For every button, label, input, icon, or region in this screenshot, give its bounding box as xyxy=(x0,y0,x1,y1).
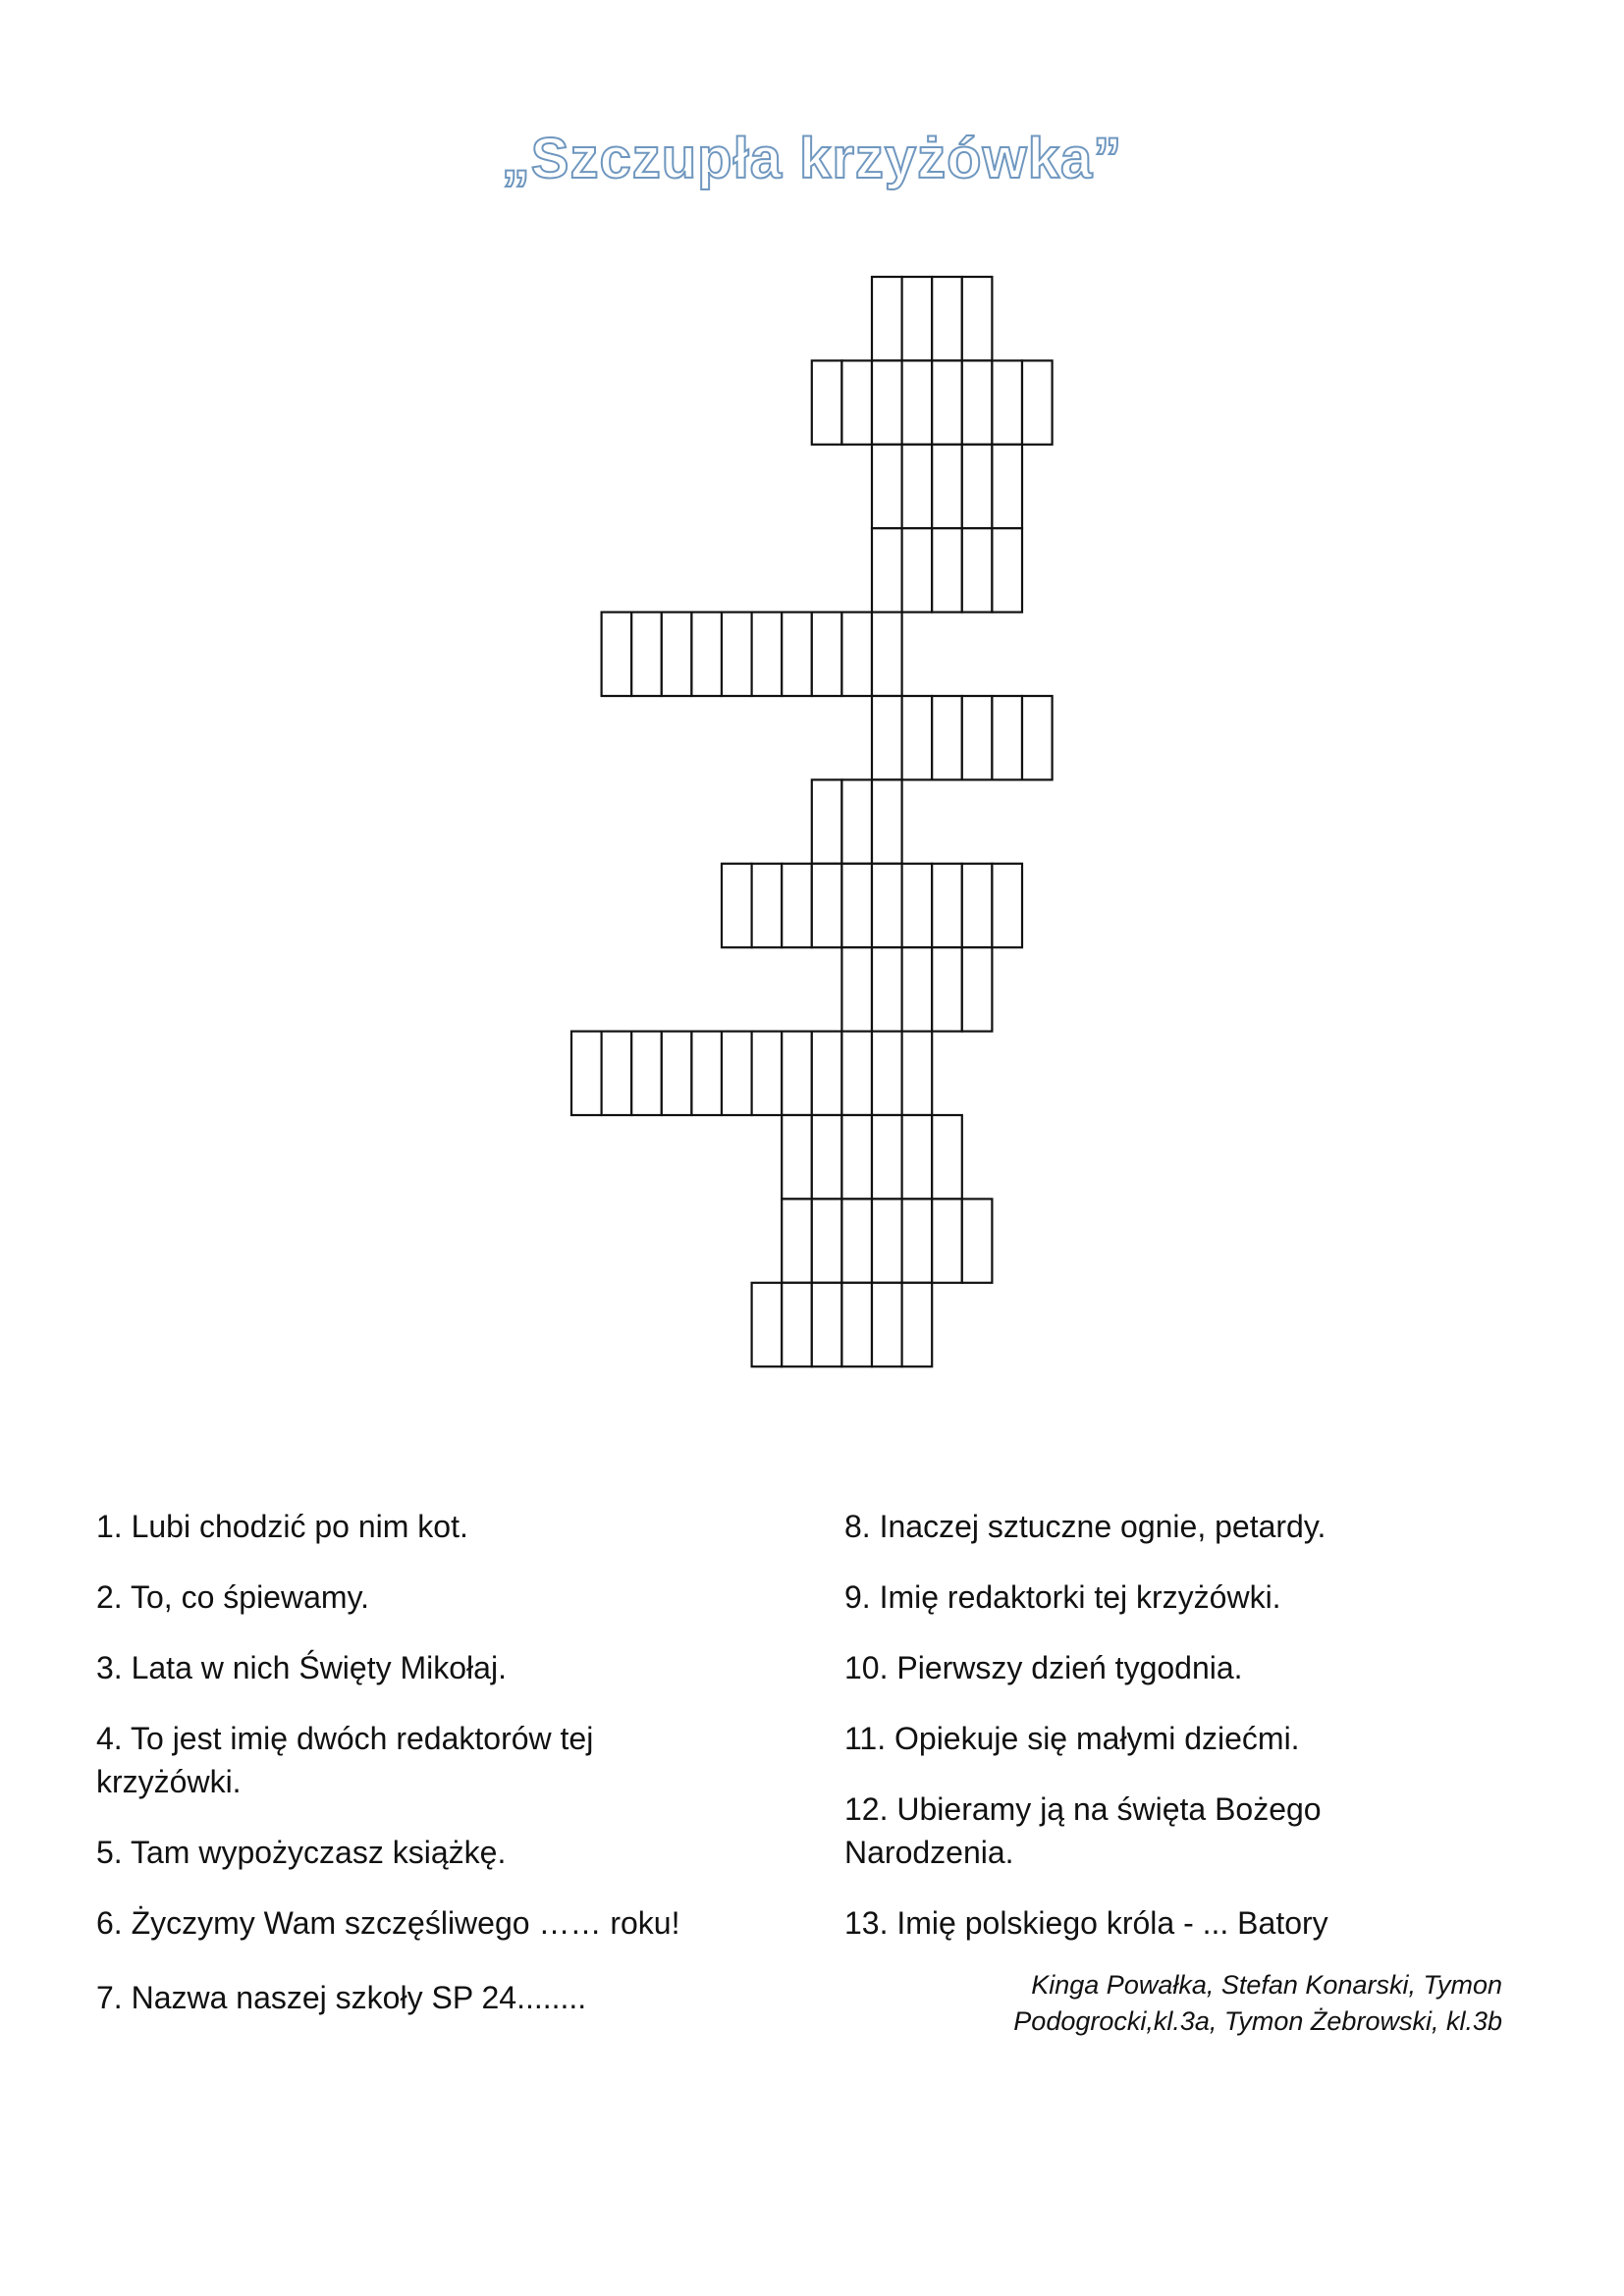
crossword-cell[interactable] xyxy=(812,1115,842,1199)
crossword-cell[interactable] xyxy=(872,864,902,947)
crossword-cell[interactable] xyxy=(722,613,752,696)
clue-10: 10. Pierwszy dzień tygodnia. xyxy=(844,1650,1243,1685)
crossword-cell[interactable] xyxy=(782,1199,812,1282)
crossword-cell[interactable] xyxy=(872,445,902,528)
authors-credit: Kinga Powałka, Stefan Konarski, Tymon Podogrocki,kl.3a, Tymon Żebrowski, kl.3b xyxy=(1013,1970,1502,2036)
crossword-cell[interactable] xyxy=(872,947,902,1031)
crossword-cell[interactable] xyxy=(662,613,692,696)
crossword-cell[interactable] xyxy=(932,864,962,947)
crossword-cell[interactable] xyxy=(782,613,812,696)
crossword-cell[interactable] xyxy=(962,277,993,360)
crossword-cell[interactable] xyxy=(872,1032,902,1115)
crossword-row-7 xyxy=(812,779,902,863)
crossword-cell[interactable] xyxy=(932,1199,962,1282)
crossword-cell[interactable] xyxy=(602,1032,632,1115)
crossword-cell[interactable] xyxy=(812,360,842,444)
clue-9: 9. Imię redaktorki tej krzyżówki. xyxy=(844,1579,1281,1615)
crossword-row-5 xyxy=(602,613,902,696)
crossword-cell[interactable] xyxy=(812,1199,842,1282)
crossword-cell[interactable] xyxy=(962,360,993,444)
clue-2: 2. To, co śpiewamy. xyxy=(96,1579,370,1615)
clue-11: 11. Opiekuje się małymi dziećmi. xyxy=(844,1721,1300,1756)
crossword-cell[interactable] xyxy=(992,696,1022,779)
crossword-cell[interactable] xyxy=(782,1115,812,1199)
crossword-cell[interactable] xyxy=(571,1032,602,1115)
crossword-cell[interactable] xyxy=(962,1199,993,1282)
crossword-cell[interactable] xyxy=(902,1032,933,1115)
crossword-row-4 xyxy=(872,528,1022,612)
crossword-cell[interactable] xyxy=(872,360,902,444)
crossword-cell[interactable] xyxy=(962,864,993,947)
crossword-cell[interactable] xyxy=(872,1283,902,1366)
crossword-cell[interactable] xyxy=(902,360,933,444)
crossword-cell[interactable] xyxy=(992,528,1022,612)
crossword-cell[interactable] xyxy=(752,864,783,947)
crossword-cell[interactable] xyxy=(992,445,1022,528)
crossword-row-1 xyxy=(872,277,992,360)
clue-5: 5. Tam wypożyczasz książkę. xyxy=(96,1835,507,1870)
clue-4: 4. To jest imię dwóch redaktorów tej krzyżówki. xyxy=(96,1721,594,1799)
crossword-cell[interactable] xyxy=(841,1115,872,1199)
crossword-cell[interactable] xyxy=(872,613,902,696)
crossword-cell[interactable] xyxy=(902,528,933,612)
crossword-cell[interactable] xyxy=(902,277,933,360)
clue-12: 12. Ubieramy ją na święta Bożego Narodzenia. xyxy=(844,1791,1322,1870)
crossword-cell[interactable] xyxy=(932,277,962,360)
crossword-cell[interactable] xyxy=(841,947,872,1031)
crossword-cell[interactable] xyxy=(631,1032,662,1115)
crossword-cell[interactable] xyxy=(752,1032,783,1115)
crossword-cell[interactable] xyxy=(902,1283,933,1366)
crossword-cell[interactable] xyxy=(872,1199,902,1282)
crossword-cell[interactable] xyxy=(962,445,993,528)
crossword-cell[interactable] xyxy=(841,1283,872,1366)
crossword-cell[interactable] xyxy=(872,277,902,360)
crossword-cell[interactable] xyxy=(782,864,812,947)
crossword-row-6 xyxy=(872,696,1053,779)
puzzle-title: „Szczupła krzyżówka” xyxy=(501,127,1123,190)
crossword-cell[interactable] xyxy=(782,1032,812,1115)
crossword-row-13 xyxy=(752,1283,933,1366)
crossword-cell[interactable] xyxy=(992,864,1022,947)
crossword-cell[interactable] xyxy=(782,1283,812,1366)
crossword-cell[interactable] xyxy=(1022,360,1053,444)
crossword-cell[interactable] xyxy=(841,1032,872,1115)
crossword-cell[interactable] xyxy=(932,445,962,528)
crossword-cell[interactable] xyxy=(812,1032,842,1115)
crossword-cell[interactable] xyxy=(932,696,962,779)
crossword-cell[interactable] xyxy=(932,360,962,444)
crossword-cell[interactable] xyxy=(902,1199,933,1282)
crossword-cell[interactable] xyxy=(691,613,722,696)
crossword-cell[interactable] xyxy=(962,696,993,779)
crossword-cell[interactable] xyxy=(902,864,933,947)
crossword-row-10 xyxy=(571,1032,932,1115)
crossword-cell[interactable] xyxy=(902,445,933,528)
crossword-cell[interactable] xyxy=(812,1283,842,1366)
crossword-cell[interactable] xyxy=(932,947,962,1031)
crossword-row-11 xyxy=(782,1115,962,1199)
crossword-cell[interactable] xyxy=(812,613,842,696)
crossword-cell[interactable] xyxy=(841,779,872,863)
crossword-cell[interactable] xyxy=(902,696,933,779)
crossword-cell[interactable] xyxy=(752,613,783,696)
crossword-cell[interactable] xyxy=(812,779,842,863)
crossword-cell[interactable] xyxy=(872,1115,902,1199)
crossword-row-8 xyxy=(722,864,1022,947)
clue-7: 7. Nazwa naszej szkoły SP 24........ xyxy=(96,1980,587,2015)
crossword-cell[interactable] xyxy=(602,613,632,696)
crossword-cell[interactable] xyxy=(722,1032,752,1115)
crossword-cell[interactable] xyxy=(932,1115,962,1199)
crossword-cell[interactable] xyxy=(722,864,752,947)
clue-3: 3. Lata w nich Święty Mikołaj. xyxy=(96,1650,507,1685)
crossword-cell[interactable] xyxy=(1022,696,1053,779)
clue-1: 1. Lubi chodzić po nim kot. xyxy=(96,1509,468,1544)
crossword-cell[interactable] xyxy=(872,528,902,612)
clue-8: 8. Inaczej sztuczne ognie, petardy. xyxy=(844,1509,1326,1544)
crossword-cell[interactable] xyxy=(812,864,842,947)
crossword-cell[interactable] xyxy=(662,1032,692,1115)
crossword-cell[interactable] xyxy=(841,360,872,444)
crossword-cell[interactable] xyxy=(691,1032,722,1115)
crossword-cell[interactable] xyxy=(841,613,872,696)
crossword-cell[interactable] xyxy=(872,696,902,779)
crossword-cell[interactable] xyxy=(841,864,872,947)
crossword-cell[interactable] xyxy=(631,613,662,696)
clue-6: 6. Życzymy Wam szczęśliwego …… roku! xyxy=(96,1905,680,1941)
crossword-cell[interactable] xyxy=(962,947,993,1031)
crossword-cell[interactable] xyxy=(902,947,933,1031)
crossword-cell[interactable] xyxy=(902,1115,933,1199)
crossword-cell[interactable] xyxy=(992,360,1022,444)
crossword-cell[interactable] xyxy=(962,528,993,612)
crossword-row-12 xyxy=(782,1199,992,1282)
crossword-cell[interactable] xyxy=(841,1199,872,1282)
clue-13: 13. Imię polskiego króla - ... Batory xyxy=(844,1905,1328,1941)
crossword-row-9 xyxy=(841,947,992,1031)
crossword-row-2 xyxy=(812,360,1053,444)
crossword-cell[interactable] xyxy=(752,1283,783,1366)
crossword-cell[interactable] xyxy=(932,528,962,612)
crossword-row-3 xyxy=(872,445,1022,528)
crossword-cell[interactable] xyxy=(872,779,902,863)
